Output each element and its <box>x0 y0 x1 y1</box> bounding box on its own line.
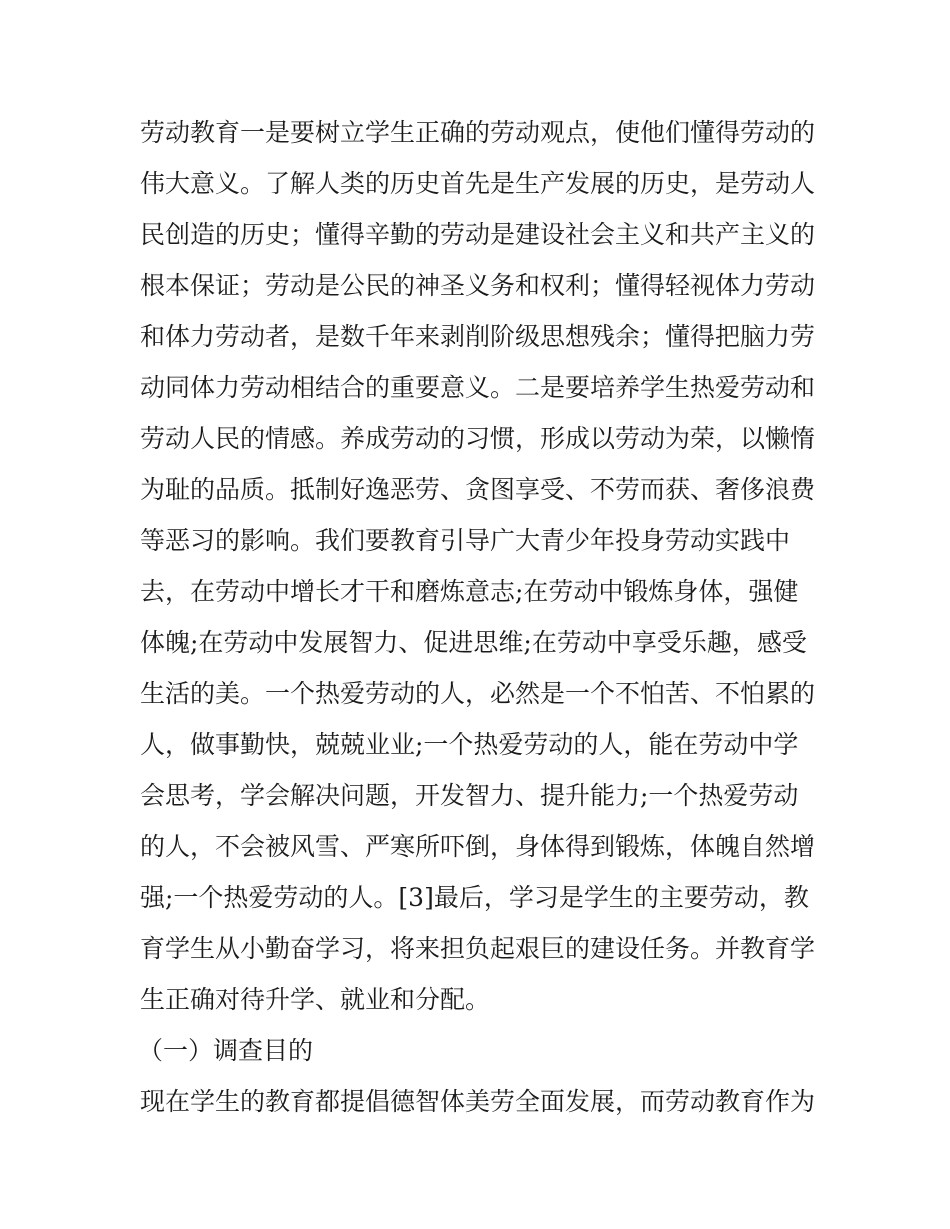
paragraph-line: 劳动人民的情感。养成劳动的习惯，形成以劳动为荣，以懒惰 <box>140 424 816 453</box>
paragraph-line: 根本保证；劳动是公民的神圣义务和权利；懂得轻视体力劳动 <box>140 271 816 300</box>
paragraph-line: 去，在劳动中增长才干和磨炼意志;在劳动中锻炼身体，强健 <box>140 577 799 606</box>
paragraph-line: 动同体力劳动相结合的重要意义。二是要培养学生热爱劳动和 <box>140 373 816 402</box>
paragraph-line: 等恶习的影响。我们要教育引导广大青少年投身劳动实践中 <box>140 526 791 555</box>
paragraph-survey-purpose <box>140 1076 820 1127</box>
paragraph-line: 现在学生的教育都提倡德智体美劳全面发展，而劳动教育作为 <box>140 1087 816 1116</box>
paragraph-line: 人，做事勤快，兢兢业业;一个热爱劳动的人，能在劳动中学 <box>140 730 799 759</box>
paragraph-line: 体魄;在劳动中发展智力、促进思维;在劳动中享受乐趣，感受 <box>140 628 807 657</box>
section-heading: （一）调查目的 <box>138 1036 314 1065</box>
paragraph-line: 会思考，学会解决问题，开发智力、提升能力;一个热爱劳动 <box>140 781 799 810</box>
paragraph-line: 生活的美。一个热爱劳动的人，必然是一个不怕苦、不怕累的 <box>140 679 816 708</box>
paragraph-line: 和体力劳动者，是数千年来剥削阶级思想残余；懂得把脑力劳 <box>140 322 816 351</box>
paragraph-line: 劳动教育一是要树立学生正确的劳动观点，使他们懂得劳动的 <box>140 118 816 147</box>
paragraph-line: 的人，不会被风雪、严寒所吓倒，身体得到锻炼，体魄自然增 <box>140 832 816 861</box>
paragraph-line: 生正确对待升学、就业和分配。 <box>140 985 491 1014</box>
paragraph-line: 伟大意义。了解人类的历史首先是生产发展的历史，是劳动人 <box>140 169 816 198</box>
paragraph-line: 为耻的品质。抵制好逸恶劳、贪图享受、不劳而获、奢侈浪费 <box>140 475 816 504</box>
paragraph-labor-education <box>140 107 820 1025</box>
paragraph-line: 强;一个热爱劳动的人。[3]最后，学习是学生的主要劳动，教 <box>140 883 809 912</box>
paragraph-line: 育学生从小勤奋学习，将来担负起艰巨的建设任务。并教育学 <box>140 934 816 963</box>
document-body <box>140 107 820 1127</box>
paragraph-line: 民创造的历史；懂得辛勤的劳动是建设社会主义和共产主义的 <box>140 220 816 249</box>
